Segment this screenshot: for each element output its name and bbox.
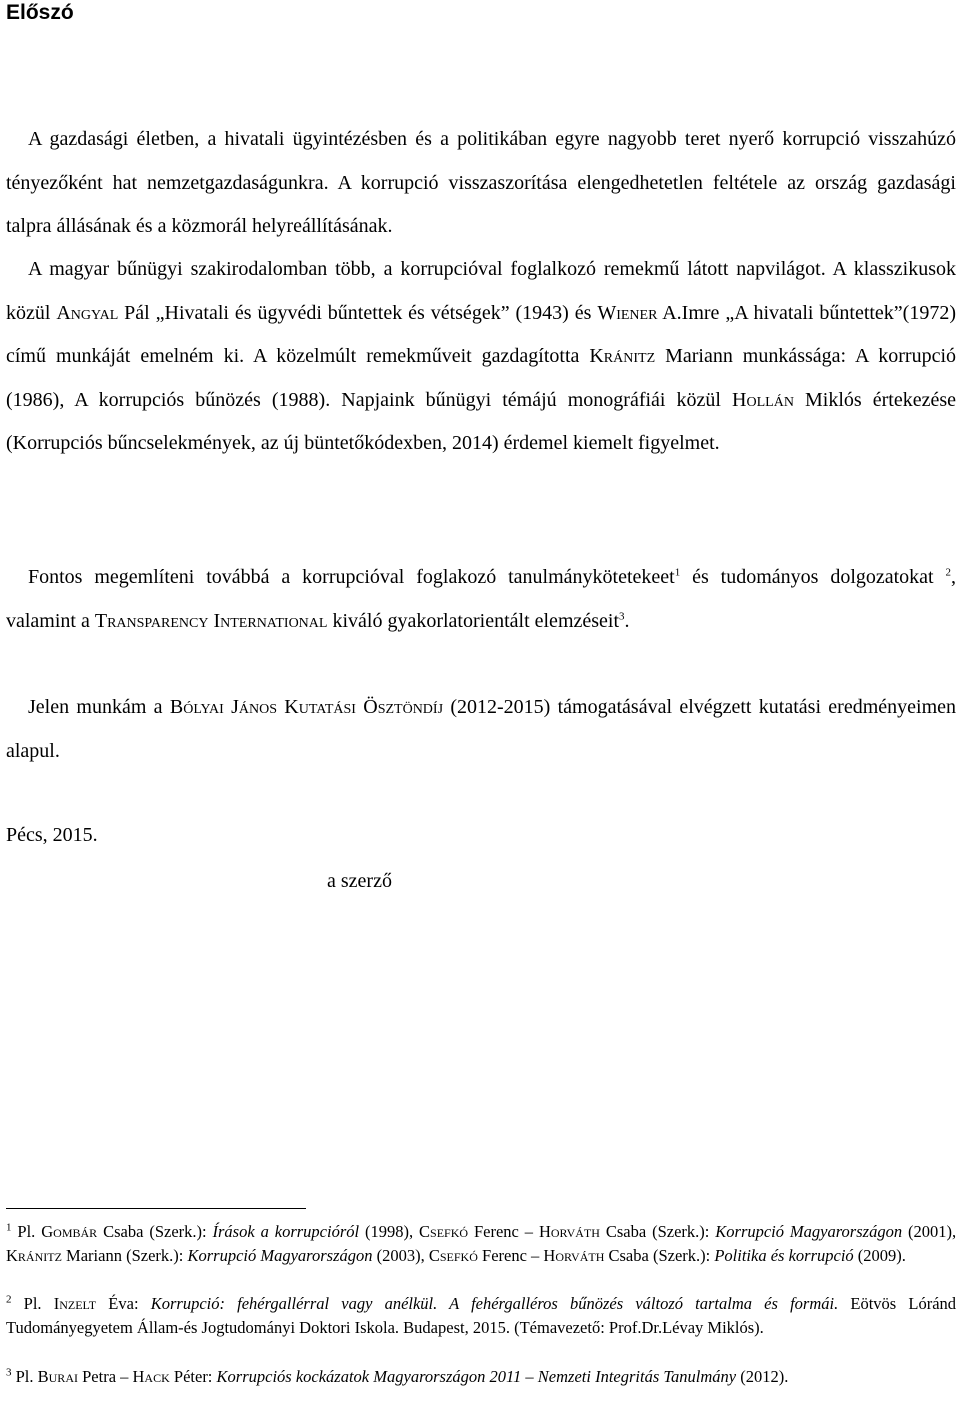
author-name-wiener: Wiener <box>597 301 658 324</box>
footnote-ref-3[interactable]: 3 <box>619 609 625 622</box>
footnote-separator <box>6 1208 306 1209</box>
org-name-ti: Transparency International <box>94 609 328 632</box>
paragraph-sources: Fontos megemlíteni továbbá a korrupcióval foglakozó tanulmánykötetekeet$^1$ és tudományos dolgozatokat $^2$, valamint a Transparency International kiváló gyakorlatorientált elemzéseit$^3$. <box>6 566 957 632</box>
grant-name: Bólyai János Kutatási Ösztöndíj <box>169 696 444 718</box>
paragraph-literature: A magyar bűnügyi szakirodalomban több, a korrupcióval foglalkozó remekmű látott napvilágot. A klasszikusok közül Angyal Pál „Hivatali és ügyvédi bűntettek és vétségek” (1943) és Wiener A.Imre „A hivatali bűntettek”(1972) című munkáját emelném ki. A közelmúlt remekműveit gazdagította Kránitz Mariann munkássága: A korrupció (1986), A korrupciós bűnözés (1988). Napjaink bűnügyi témájú monográfiái közül Hollán Miklós értekezése (Korrupciós bűncselekmények, az új büntetőkódexben, 2014) érdemel kiemelt figyelmet. <box>6 258 957 454</box>
footnote-ref-1[interactable]: 1 <box>674 566 681 579</box>
footnote-3: $^3$ Pl. Burai Petra – Hack Péter: Korrupciós kockázatok Magyarországon 2011 – Nemzeti Integritás Tanulmány (2012). <box>6 1366 789 1386</box>
footnote-ref-2[interactable]: 2 <box>945 566 952 579</box>
paragraph-funding: Jelen munkám a Bólyai János Kutatási Ösztöndíj (2012-2015) támogatásával elvégzett kutatási eredményeimen alapul. <box>6 696 957 762</box>
author-name-angyal: Angyal <box>56 301 119 324</box>
page-title: Előszó <box>6 1 74 24</box>
author-name-kranitz: Kránitz <box>589 345 656 367</box>
paragraph-intro: A gazdasági életben, a hivatali ügyintézésben és a politikában egyre nagyobb teret nyerő korrupció visszahúzó tényezőként hat nemzetgazdaságunkra. A korrupció visszaszorítása elengedhetetlen feltétele az ország gazdasági talpra állásának és a közmorál helyreállításának. <box>6 128 956 237</box>
place-date: Pécs, 2015. <box>6 824 98 846</box>
author-name-hollan: Hollán <box>732 388 794 411</box>
footnote-2: $^2$ Pl. Inzelt Éva: Korrupció: fehérgallérral vagy anélkül. A fehérgalléros bűnözés változó tartalma és formái. Eötvös Lóránd Tudományegyetem Állam-és Jogtudományi Doktori Iskola. Budapest, 2015. (Témavezető: Prof.Dr.Lévay Miklós). <box>6 1293 957 1337</box>
author-signature: a szerző <box>327 870 392 892</box>
footnote-1: $^1$ Pl. Gombár Csaba (Szerk.): Írások a korrupcióról (1998), Csefkó Ferenc – Horváth Csaba (Szerk.): Korrupció Magyarországon (2001), Kránitz Mariann (Szerk.): Korrupció Magyarországon (2003), Csefkó Ferenc – Horváth Csaba (Szerk.): Politika és korrupció (2009). <box>6 1221 957 1265</box>
